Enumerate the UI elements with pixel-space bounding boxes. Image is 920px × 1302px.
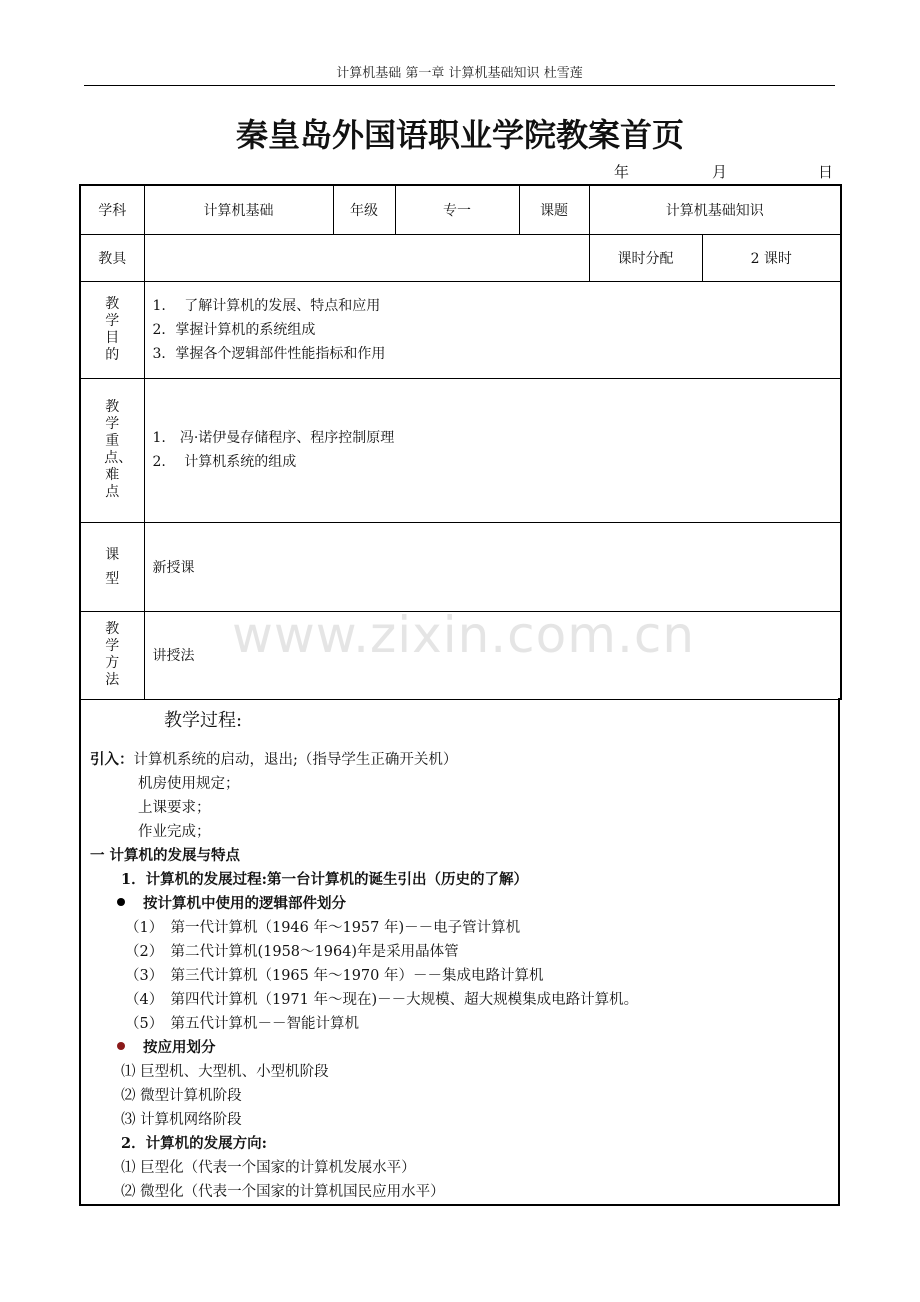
table-row [80, 281, 841, 378]
teaching-process [79, 698, 840, 1206]
date-day: 日 [818, 163, 834, 181]
tools-label: 教具 [80, 234, 144, 281]
list-item: ⑵ 微型化（代表一个国家的计算机国民应用水平） [121, 1184, 445, 1200]
subject-value: 计算机基础 [144, 185, 333, 234]
tools-value [144, 234, 589, 281]
bullet-icon [117, 898, 125, 906]
list-item: 1. 了解计算机的发展、特点和应用 [152, 297, 381, 314]
goals-label: 教学目的 [80, 281, 144, 378]
list-item: （3） 第三代计算机（1965 年～1970 年）－－集成电路计算机 [125, 968, 544, 984]
type-label: 课型 [80, 522, 144, 611]
grade-value: 专一 [395, 185, 519, 234]
method-label: 教学方法 [80, 611, 144, 699]
hours-value: 2 课时 [702, 234, 841, 281]
table-row [80, 522, 841, 611]
table-row [80, 611, 841, 699]
list-item: ⑵ 微型计算机阶段 [121, 1088, 242, 1104]
bullet-item: 按应用划分 [117, 1036, 216, 1060]
list-item: 作业完成； [138, 824, 211, 840]
bullet-icon [117, 1042, 125, 1050]
table-row [80, 234, 841, 281]
intro-text: 计算机系统的启动，退出;（指导学生正确开关机） [133, 752, 458, 768]
grade-label: 年级 [333, 185, 395, 234]
subsection-1: 1．计算机的发展过程:第一台计算机的诞生引出（历史的了解） [121, 871, 528, 888]
list-item: 1. 冯·诺伊曼存储程序、程序控制原理 [152, 430, 395, 446]
list-item: 2．掌握计算机的系统组成 [152, 321, 316, 338]
table-row [80, 185, 841, 234]
topic-label: 课题 [519, 185, 589, 234]
list-item: 3．掌握各个逻辑部件性能指标和作用 [152, 345, 386, 362]
type-value: 新授课 [144, 522, 841, 611]
method-value: 讲授法 [144, 611, 841, 699]
table-row [80, 378, 841, 522]
subsection-2: 2．计算机的发展方向: [121, 1135, 267, 1152]
list-item: 机房使用规定； [138, 776, 240, 792]
list-item: （5） 第五代计算机－－智能计算机 [125, 1016, 359, 1032]
bullet-item: 按计算机中使用的逻辑部件划分 [117, 892, 346, 916]
intro-label: 引入： [90, 751, 134, 768]
date-month: 月 [712, 163, 728, 181]
keypoints-list [144, 378, 841, 522]
list-item: 上课要求； [138, 800, 211, 816]
list-item: （1） 第一代计算机（1946 年～1957 年)－－电子管计算机 [125, 920, 521, 936]
list-item: （4） 第四代计算机（1971 年～现在)－－大规模、超大规模集成电路计算机。 [125, 992, 639, 1008]
intro-line [90, 748, 457, 772]
watermark: www.zixin.com.cn [232, 606, 696, 664]
date-year: 年 [614, 163, 630, 181]
process-title: 教学过程: [164, 710, 243, 731]
list-item: 2. 计算机系统的组成 [152, 454, 297, 470]
lesson-plan-table [79, 184, 842, 700]
page-header: 计算机基础 第一章 计算机基础知识 杜雪莲 [84, 64, 835, 86]
keypoints-label: 教学重点、难点 [80, 378, 144, 522]
list-item: （2） 第二代计算机(1958～1964)年是采用晶体管 [125, 944, 459, 960]
section-heading-1: 一 计算机的发展与特点 [90, 847, 241, 864]
page-title: 秦皇岛外国语职业学院教案首页 [235, 116, 684, 154]
subject-label: 学科 [80, 185, 144, 234]
list-item: ⑴ 巨型化（代表一个国家的计算机发展水平） [121, 1160, 416, 1176]
hours-label: 课时分配 [589, 234, 702, 281]
list-item: ⑴ 巨型机、大型机、小型机阶段 [121, 1064, 329, 1080]
list-item: ⑶ 计算机网络阶段 [121, 1112, 242, 1128]
topic-value: 计算机基础知识 [589, 185, 841, 234]
goals-list [144, 281, 841, 378]
